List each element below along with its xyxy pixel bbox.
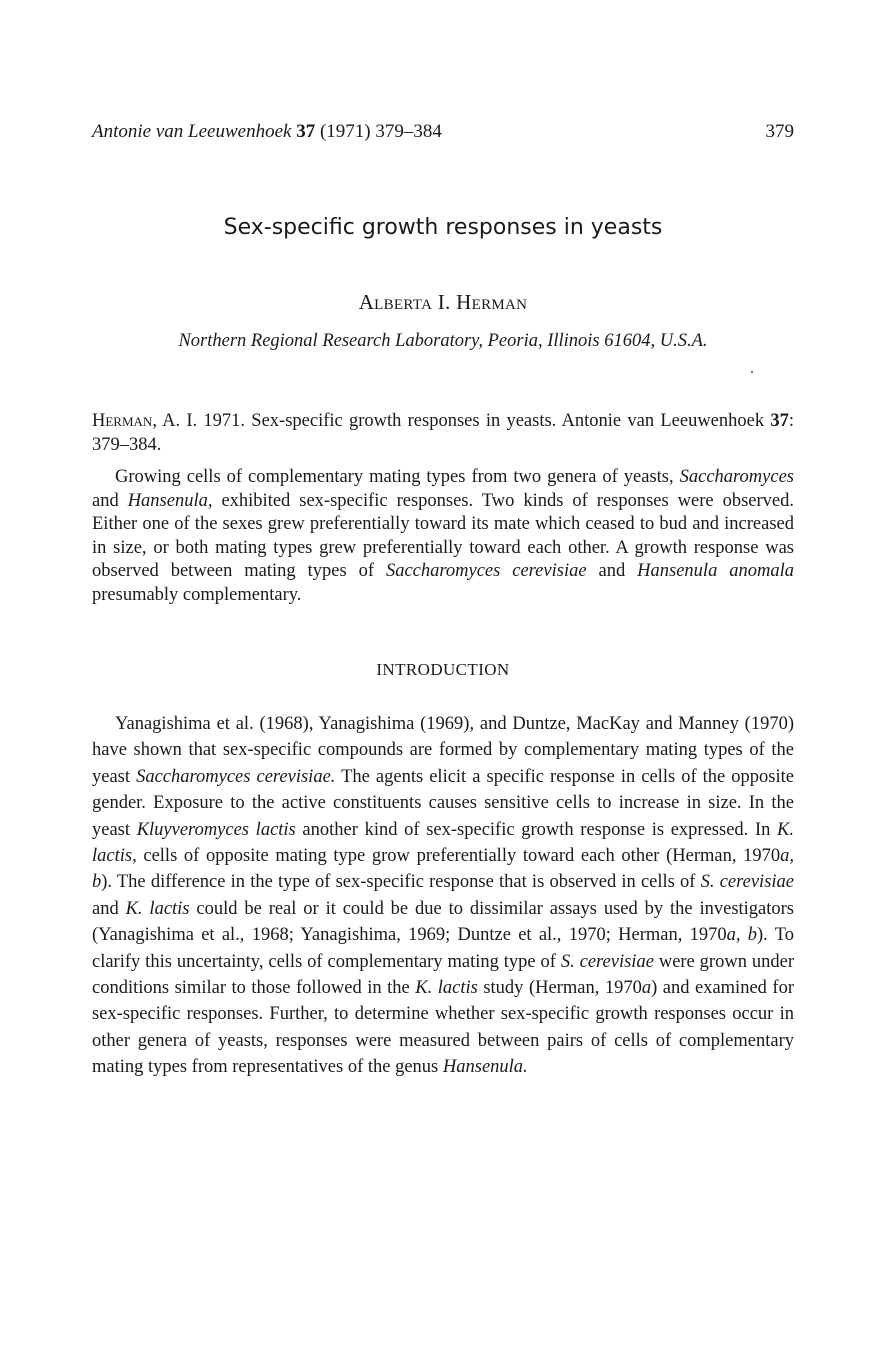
article-title: Sex-specific growth responses in yeasts [223,215,663,240]
citation-text: , A. I. 1971. Sex-specific growth responses in yeasts. Antonie van Leeuwenhoek [152,411,771,431]
journal-year-pages: (1971) 379–384 [319,121,442,142]
species-name: Hansenula anomala [637,561,795,582]
citation-pages: : 379–384. [92,411,794,455]
citation-volume: 37 [770,411,789,431]
journal-volume: 37 [296,121,316,142]
section-heading-introduction: INTRODUCTION [376,660,510,679]
genus-name: Hansenula, [127,490,213,511]
introduction-paragraph: Yanagishima et al. (1968), Yanagishima (1969), and Duntze, MacKay and Manney (1970) have shown that sex-specific compounds are formed by complementary mating types of the yeast Saccharomyces cerevisiae. The agents elicit a specific response in cells of the opposite gender. Exposure to the active constituents causes sensitive cells to increase in size. In the yeast Kluyveromyces lactis another kind of sex-specific growth response is expressed. In K. lactis, cells of opposite mating type grow preferentially toward each other (Herman, 1970a, b). The difference in the type of sex-specific response that is observed in cells of S. cerevisiae and K. lactis could be real or it could be due to dissimilar assays used by the investigators (Yanagishima et al., 1968; Yanagishima, 1969; Duntze et al., 1970; Herman, 1970a, b). To clarify this uncertainty, cells of complementary mating type of S. cerevisiae were grown under conditions similar to those followed in the K. lactis study (Herman, 1970a) and examined for sex-specific responses. Further, to determine whether sex-specific growth responses occur in other genera of yeasts, responses were measured between pairs of cells of complementary mating types from representatives of the genus Hansenula. [92,714,795,1078]
running-head [92,120,794,144]
page-number: 379 [765,121,794,142]
citation-line [92,410,794,457]
species-name: Saccharomyces cerevisiae [385,561,587,582]
author-name: Alberta I. Herman [358,290,528,314]
citation-author: Herman [92,411,153,431]
genus-name: Saccharomyces [679,467,794,487]
journal-name: Antonie van Leeuwenhoek [92,121,292,142]
scan-speck [751,371,753,373]
author-affiliation: Northern Regional Research Laboratory, Peoria, Illinois 61604, U.S.A. [178,331,708,351]
abstract: Growing cells of complementary mating types from two genera of yeasts, Saccharomyces and Hansenula, exhibited sex-specific responses. Two kinds of responses were observed. Either one of the sexes grew preferentially toward its mate which ceased to bud and increased in size, or both mating types grew preferentially toward each other. A growth response was observed between mating types of Saccharomyces cerevisiae and Hansenula anomala presumably complementary. [92,467,795,605]
